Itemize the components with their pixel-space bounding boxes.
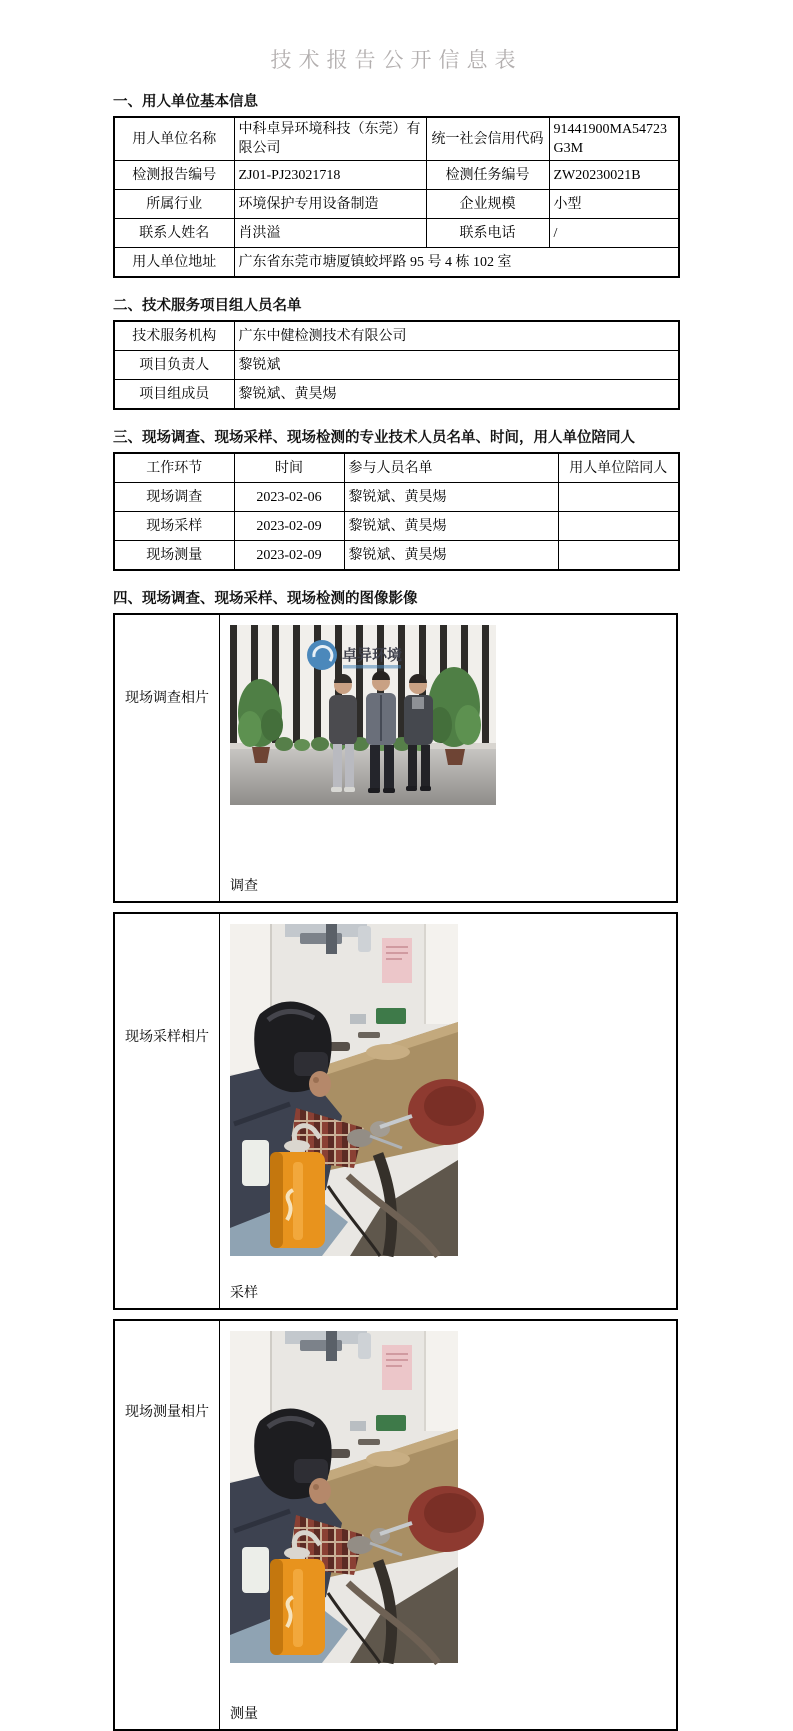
work-escort [558, 483, 679, 512]
photo-row-label-text: 现场调查相片 [125, 691, 209, 706]
photo-row-label [115, 914, 220, 1308]
page-content [113, 92, 678, 1731]
field-value: / [549, 219, 679, 248]
work-escort [558, 512, 679, 541]
field-value: 91441900MA54723G3M [549, 117, 679, 161]
table-row [114, 190, 679, 219]
pink-poster [382, 1345, 412, 1390]
work-escort [558, 541, 679, 571]
work-step: 现场调查 [114, 483, 234, 512]
table-row [114, 512, 679, 541]
section1-heading: 一、用人单位基本信息 [113, 94, 258, 110]
survey-photo [230, 625, 496, 805]
column-header: 时间 [234, 453, 344, 483]
photo-cell [220, 615, 676, 901]
site-work-table [113, 452, 680, 571]
photo-row-label [115, 1321, 220, 1729]
section3-heading: 三、现场调查、现场采样、现场检测的专业技术人员名单、时间，用人单位陪同人 [113, 430, 635, 446]
work-people: 黎锐斌、黄昊焬 [344, 512, 558, 541]
field-value: ZJ01-PJ23021718 [234, 161, 426, 190]
column-header: 工作环节 [114, 453, 234, 483]
table-row [114, 351, 679, 380]
field-label: 用人单位地址 [114, 248, 234, 278]
table-row [114, 219, 679, 248]
field-label: 项目组成员 [114, 380, 234, 410]
project-team-table [113, 320, 680, 410]
field-value: 黎锐斌、黄昊焬 [234, 380, 679, 410]
work-people: 黎锐斌、黄昊焬 [344, 483, 558, 512]
section4-heading: 四、现场调查、现场采样、现场检测的图像影像 [113, 591, 418, 607]
photo-caption: 采样 [230, 1286, 258, 1301]
photo-row-label [115, 615, 220, 901]
basic-info-table [113, 116, 680, 278]
table-row [114, 161, 679, 190]
field-label: 检测任务编号 [426, 161, 549, 190]
field-value: 环境保护专用设备制造 [234, 190, 426, 219]
photo-cell [220, 1321, 676, 1729]
table-row [114, 380, 679, 410]
pink-poster [382, 938, 412, 983]
photo-caption: 调查 [230, 879, 258, 894]
field-value: 黎锐斌 [234, 351, 679, 380]
photo-cell-spacer [230, 1663, 676, 1705]
field-value: 中科卓异环境科技（东莞）有限公司 [234, 117, 426, 161]
photo-caption: 测量 [230, 1707, 258, 1722]
field-value: 广东省东莞市塘厦镇蛟坪路 95 号 4 栋 102 室 [234, 248, 679, 278]
work-step: 现场测量 [114, 541, 234, 571]
work-people: 黎锐斌、黄昊焬 [344, 541, 558, 571]
photo-row-measurement [113, 1319, 678, 1731]
photo-cell-spacer [230, 1256, 676, 1284]
table-row [114, 117, 679, 161]
field-value: 肖洪溢 [234, 219, 426, 248]
column-header: 用人单位陪同人 [558, 453, 679, 483]
field-label: 用人单位名称 [114, 117, 234, 161]
table-row [114, 248, 679, 278]
photo-cell-spacer [230, 805, 676, 877]
field-label: 所属行业 [114, 190, 234, 219]
field-label: 项目负责人 [114, 351, 234, 380]
table-row [114, 483, 679, 512]
field-label: 联系电话 [426, 219, 549, 248]
field-label: 企业规模 [426, 190, 549, 219]
measurement-photo [230, 1331, 458, 1663]
field-label: 统一社会信用代码 [426, 117, 549, 161]
field-label: 技术服务机构 [114, 321, 234, 351]
photo-row-label-text: 现场测量相片 [125, 1405, 209, 1420]
column-header: 参与人员名单 [344, 453, 558, 483]
logo-text: 卓异环境 [342, 648, 403, 664]
table-header-row [114, 453, 679, 483]
sampling-photo [230, 924, 458, 1256]
page-title: 技术报告公开信息表 [270, 48, 523, 72]
work-date: 2023-02-09 [234, 541, 344, 571]
photo-cell [220, 914, 676, 1308]
field-value: 小型 [549, 190, 679, 219]
table-row [114, 541, 679, 571]
photo-row-sampling [113, 912, 678, 1310]
field-label: 检测报告编号 [114, 161, 234, 190]
field-label: 联系人姓名 [114, 219, 234, 248]
work-step: 现场采样 [114, 512, 234, 541]
photo-row-survey [113, 613, 678, 903]
work-date: 2023-02-06 [234, 483, 344, 512]
field-value: 广东中健检测技术有限公司 [234, 321, 679, 351]
table-row [114, 321, 679, 351]
field-value: ZW20230021B [549, 161, 679, 190]
work-date: 2023-02-09 [234, 512, 344, 541]
photo-row-label-text: 现场采样相片 [125, 1030, 209, 1045]
section2-heading: 二、技术服务项目组人员名单 [113, 298, 302, 314]
